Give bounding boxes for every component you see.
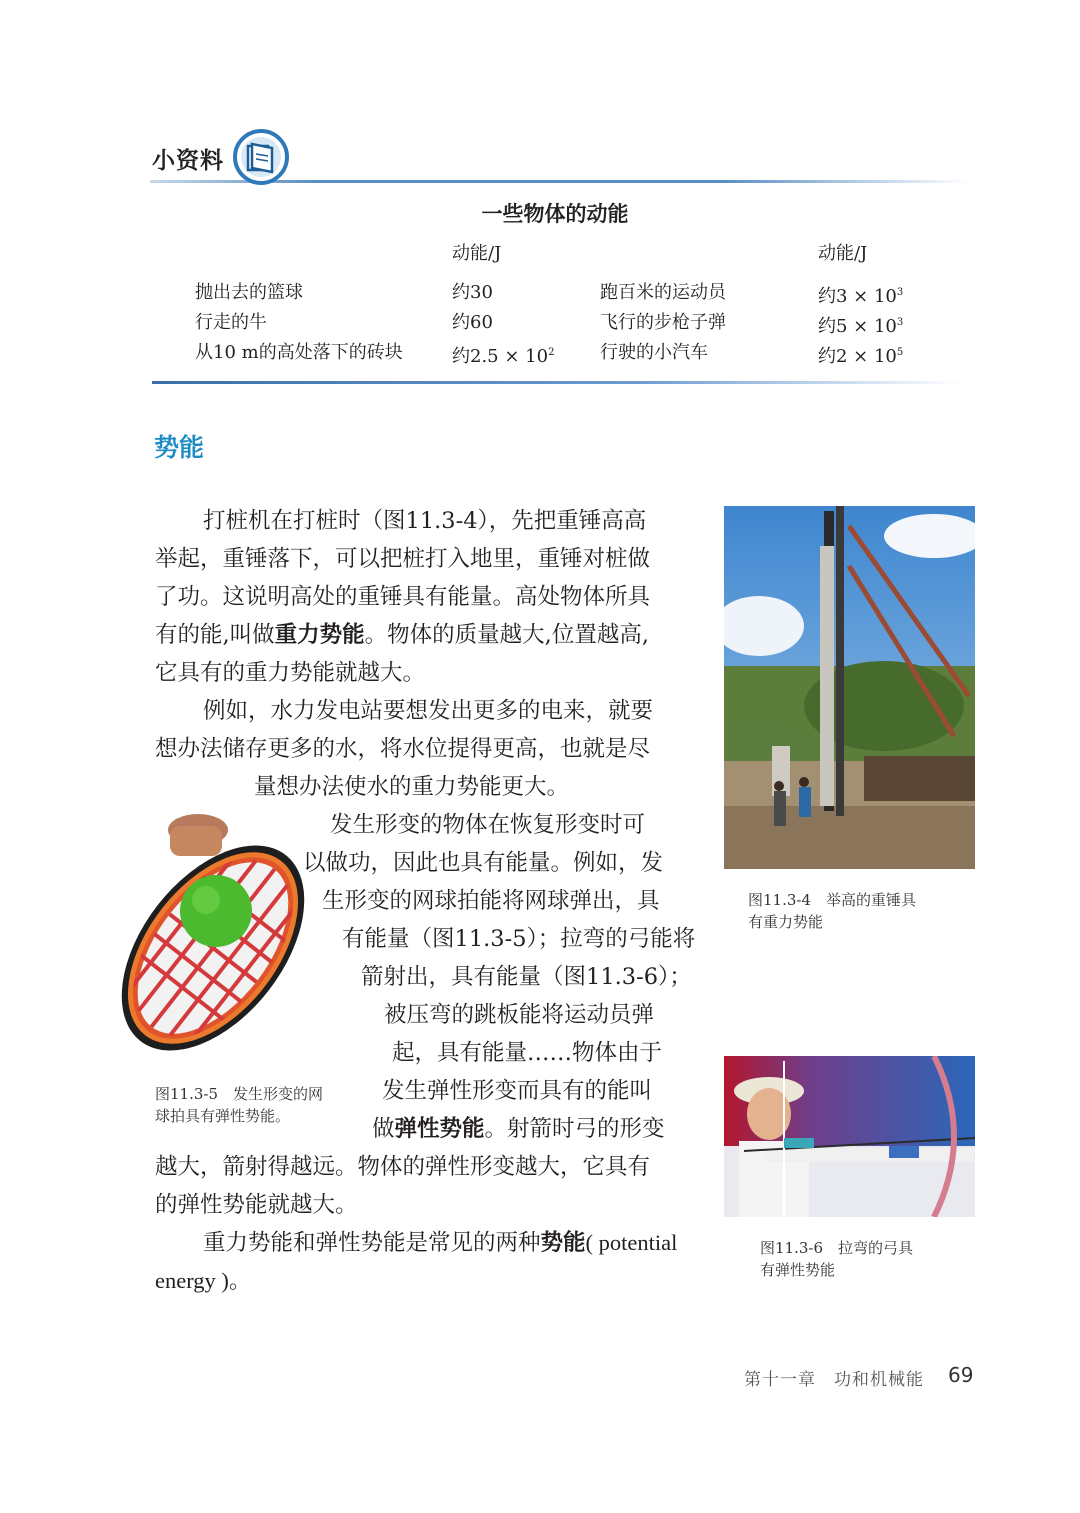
body-text-line: 了功。这说明高处的重锤具有能量。高处物体所具 [155,584,651,610]
archer-photo [724,1056,975,1217]
table-cell-name: 跑百米的运动员 [600,282,726,303]
body-text-line: 举起，重锤落下，可以把桩打入地里，重锤对桩做 [155,546,651,572]
table-cell-value: 约$3 \times 10^3$ [818,286,904,307]
chapter-footer: 第十一章 功和机械能 [744,1370,924,1390]
page-number: 69 [948,1363,974,1387]
figure-caption: 有重力势能 [748,913,824,931]
body-text-line: 的弹性势能就越大。 [155,1192,358,1218]
body-text-line: 生形变的网球拍能将网球弹出，具 [322,888,660,914]
table-cell-name: 飞行的步枪子弹 [600,312,726,333]
body-text-line: 发生弹性形变而具有的能叫 [382,1078,653,1104]
column-header-energy: 动能/J [452,243,502,264]
body-text-line: 量想办法使水的重力势能更大。 [254,774,570,800]
body-text-line: 重力势能和弹性势能是常见的两种势能( potential [203,1230,678,1256]
body-text-line: 有能量（图11.3-5）；拉弯的弓能将 [342,926,696,952]
body-text-line: energy )。 [155,1268,252,1293]
tennis-racket-image [98,808,344,1070]
table-cell-name: 行驶的小汽车 [600,342,708,363]
info-box-label: 小资料 [152,148,224,174]
figure-caption: 有弹性势能 [760,1261,836,1279]
figure-caption: 图11.3-5 发生形变的网 [155,1085,324,1103]
table-cell-value: 约$2 \times 10^5$ [818,346,904,367]
table-title: 一些物体的动能 [481,202,629,226]
section-title: 势能 [154,433,205,462]
body-text-line: 发生形变的物体在恢复形变时可 [330,812,646,838]
pile-driver-photo [724,506,975,869]
book-icon [232,128,290,186]
body-text-line: 例如，水力发电站要想发出更多的电来，就要 [203,698,654,724]
info-box-bottom-rule [152,381,962,384]
body-text-line: 它具有的重力势能就越大。 [155,660,426,686]
table-cell-value: 约30 [452,282,493,303]
term-potential-energy: 势能 [540,1230,586,1256]
table-cell-name: 行走的牛 [195,312,267,333]
body-text-line: 箭射出，具有能量（图11.3-6）； [361,964,692,990]
table-cell-value: 约$5 \times 10^3$ [818,316,904,337]
figure-caption: 球拍具有弹性势能。 [155,1107,291,1125]
figure-caption: 图11.3-4 举高的重锤具 [748,891,917,909]
column-header-energy: 动能/J [818,243,868,264]
term-gravitational-potential-energy: 重力势能 [274,622,365,648]
term-elastic-potential-energy: 弹性势能 [394,1116,485,1142]
body-text-line: 越大，箭射得越远。物体的弹性形变越大，它具有 [155,1154,651,1180]
body-text-line: 做弹性势能。射箭时弓的形变 [372,1116,665,1142]
body-text-line: 打桩机在打桩时（图11.3-4），先把重锤高高 [203,508,647,534]
table-cell-name: 从10 m的高处落下的砖块 [195,342,403,363]
body-text-line: 以做功，因此也具有能量。例如，发 [303,850,664,876]
body-text-line: 想办法储存更多的水，将水位提得更高，也就是尽 [155,736,651,762]
figure-caption: 图11.3-6 拉弯的弓具 [760,1239,914,1257]
body-text-line: 起，具有能量……物体由于 [392,1040,663,1066]
body-text-line: 被压弯的跳板能将运动员弹 [384,1002,655,1028]
table-cell-value: 约60 [452,312,493,333]
body-text-line: 有的能,叫做重力势能。物体的质量越大,位置越高, [155,622,649,648]
table-cell-name: 抛出去的篮球 [195,282,303,303]
table-cell-value: 约$2.5 \times 10^2$ [452,346,555,367]
